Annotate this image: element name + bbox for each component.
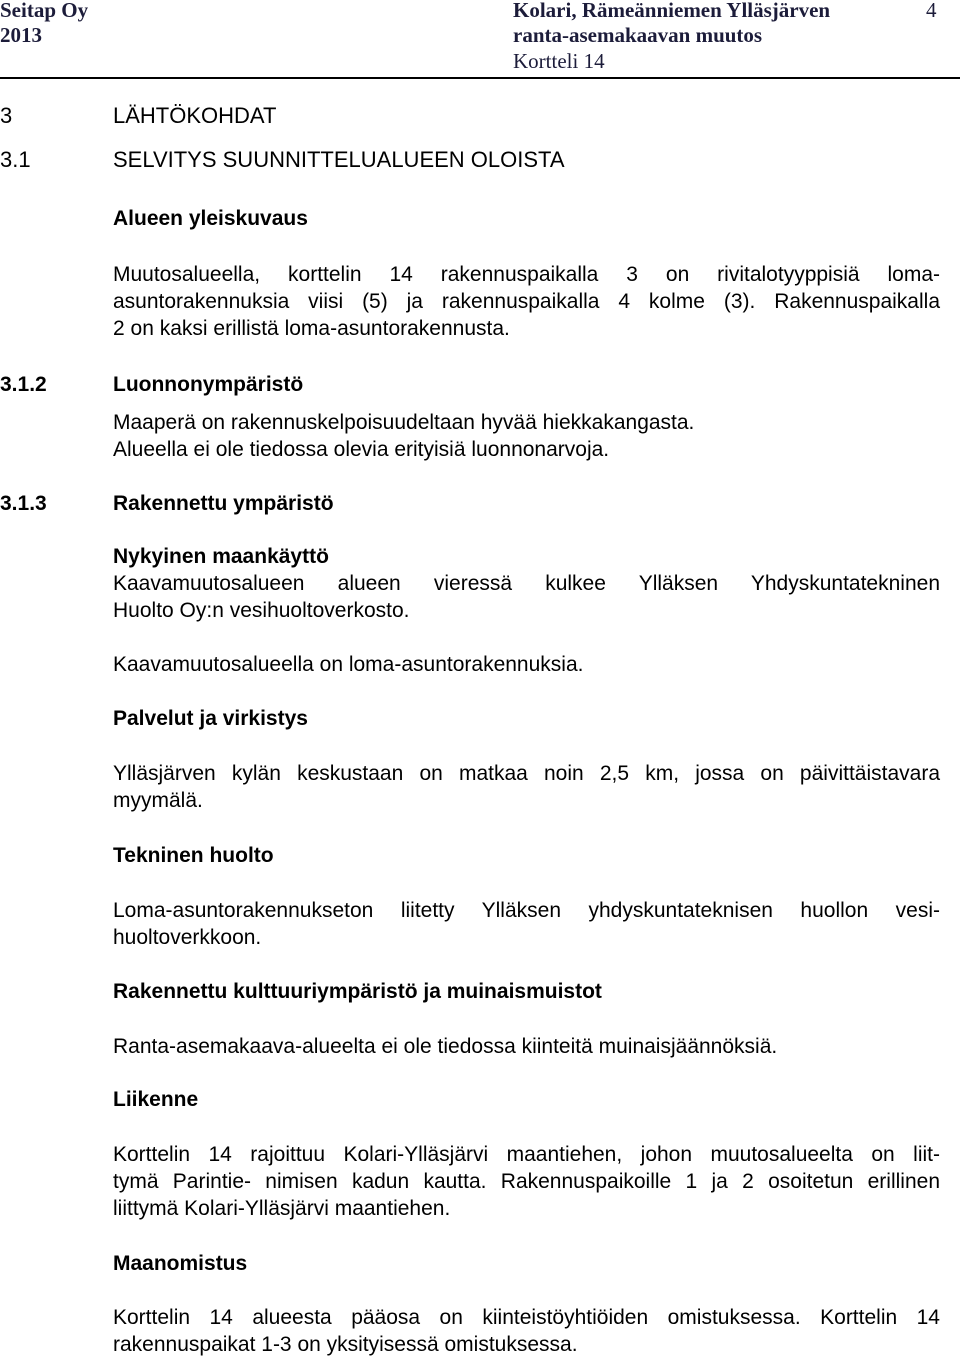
- header-block: Kortteli 14: [513, 49, 605, 73]
- general-line-1: Muutosalueella, korttelin 14 rakennuspaikalla 3 on rivitalotyyppisiä loma-: [113, 263, 940, 286]
- land-use-paragraph-2: [113, 651, 940, 678]
- general-line-2: asuntorakennuksia viisi (5) ja rakennuspaikalla 4 kolme (3). Rakennuspaikalla: [113, 290, 940, 313]
- services-line-2: myymälä.: [113, 789, 203, 812]
- section-number: 3: [0, 103, 13, 128]
- nature-line-2: Alueella ei ole tiedossa olevia erityisiä luonnonarvoja.: [113, 438, 610, 461]
- services-line-1: Ylläsjärven kylän keskustaan on matkaa noin 2,5 km, jossa on päivittäistavara: [113, 762, 940, 785]
- utilities-line-1: Loma-asuntorakennukseton liitetty Ylläksen yhdyskuntateknisen huollon vesi-: [113, 899, 940, 922]
- page-number: 4: [926, 0, 937, 22]
- ownership-line-1: Korttelin 14 alueesta pääosa on kiinteistöyhtiöiden omistuksessa. Korttelin 14: [113, 1306, 940, 1329]
- traffic-line-2: tymä Parintie- nimisen kadun kautta. Rakennuspaikoille 1 ja 2 osoitetun erillinen: [113, 1170, 940, 1193]
- nature-number: 3.1.2: [0, 373, 47, 396]
- heritage-paragraph: [113, 1033, 940, 1060]
- built-title: Rakennettu ympäristö: [113, 492, 334, 515]
- header-year: 2013: [0, 23, 42, 47]
- section-title: LÄHTÖKOHDAT: [113, 103, 277, 128]
- services-heading: Palvelut ja virkistys: [113, 707, 308, 730]
- nature-title: Luonnonympäristö: [113, 373, 304, 396]
- header-rule: [0, 77, 960, 79]
- land-use-line-3: Kaavamuutosalueella on loma-asuntorakennuksia.: [113, 653, 584, 676]
- subsection-number: 3.1: [0, 147, 31, 172]
- traffic-line-3: liittymä Kolari-Ylläsjärvi maantiehen.: [113, 1197, 451, 1220]
- header-doc-title-line2: ranta-asemakaavan muutos: [513, 23, 763, 47]
- nature-line-1: Maaperä on rakennuskelpoisuudeltaan hyvää hiekkakangasta.: [113, 411, 695, 434]
- heritage-heading: Rakennettu kulttuuriympäristö ja muinaismuistot: [113, 980, 602, 1003]
- land-use-heading: Nykyinen maankäyttö: [113, 545, 329, 568]
- utilities-heading: Tekninen huolto: [113, 844, 274, 867]
- traffic-line-1: Korttelin 14 rajoittuu Kolari-Ylläsjärvi maantiehen, johon muutosalueelta on liit-: [113, 1143, 940, 1166]
- header-doc-title-line1: Kolari, Rämeänniemen Ylläsjärven: [513, 0, 831, 22]
- traffic-paragraph: [113, 1141, 940, 1222]
- land-use-line-1: Kaavamuutosalueen alueen vieressä kulkee Ylläksen Yhdyskuntatekninen: [113, 572, 940, 595]
- services-paragraph: [113, 760, 940, 814]
- land-use-line-2: Huolto Oy:n vesihuoltoverkosto.: [113, 599, 410, 622]
- traffic-heading: Liikenne: [113, 1088, 199, 1111]
- heritage-line-1: Ranta-asemakaava-alueelta ei ole tiedossa kiinteitä muinaisjäännöksiä.: [113, 1035, 778, 1058]
- utilities-paragraph: [113, 897, 940, 951]
- land-use-paragraph: [113, 570, 940, 624]
- general-line-3: 2 on kaksi erillistä loma-asuntorakennusta.: [113, 317, 510, 340]
- ownership-heading: Maanomistus: [113, 1252, 248, 1275]
- subsection-title: SELVITYS SUUNNITTELUALUEEN OLOISTA: [113, 147, 565, 172]
- utilities-line-2: huoltoverkkoon.: [113, 926, 262, 949]
- built-number: 3.1.3: [0, 492, 47, 515]
- general-heading: Alueen yleiskuvaus: [113, 207, 308, 230]
- nature-paragraph: [113, 409, 940, 463]
- general-paragraph: [113, 261, 940, 342]
- ownership-paragraph: [113, 1304, 940, 1358]
- header-company: Seitap Oy: [0, 0, 89, 22]
- ownership-line-2: rakennuspaikat 1-3 on yksityisessä omistuksessa.: [113, 1333, 578, 1356]
